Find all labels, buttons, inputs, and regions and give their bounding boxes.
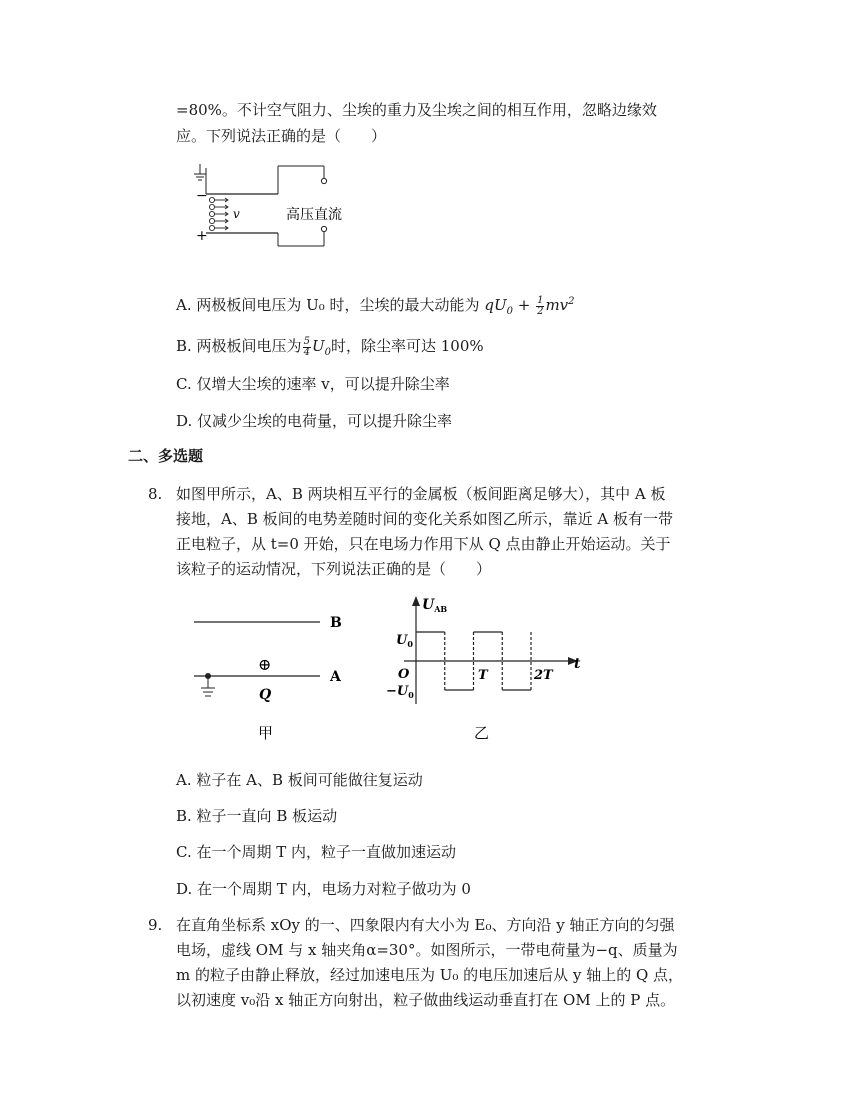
q7-option-a-formula-b: mv <box>545 296 569 314</box>
q8-caption-jia: 甲 <box>258 724 274 742</box>
q8-option-b: B. 粒子一直向 B 板运动 <box>176 807 338 825</box>
q7-minus-label: − <box>196 188 208 204</box>
q7-option-b-frac-den: 4 <box>303 346 310 358</box>
q7-option-a-prefix: A. 两极板间电压为 U₀ 时，尘埃的最大动能为 <box>176 296 480 314</box>
q8-option-a: A. 粒子在 A、B 板间可能做往复运动 <box>176 771 423 789</box>
q7-option-b-suffix: 时，除尘率可达 100% <box>330 337 484 355</box>
q8-stem-line-1: 如图甲所示，A、B 两块相互平行的金属板（板间距离足够大），其中 A 板 <box>176 485 666 503</box>
q7-option-a-fraction <box>536 296 544 317</box>
q7-option-b-sub: 0 <box>324 347 331 358</box>
q7-option-a-sup: 2 <box>568 296 575 307</box>
q8-stem-line-2: 接地，A、B 板间的电势差随时间的变化关系如图乙所示，靠近 A 板有一带 <box>176 510 673 528</box>
q7-precipitator-figure <box>190 160 370 250</box>
q7-stem-line-1: =80%。不计空气阻力、尘埃的重力及尘埃之间的相互作用，忽略边缘效 <box>176 101 657 119</box>
q8-point-q-label: Q <box>259 687 272 703</box>
q9-stem-line-2: 电场，虚线 OM 与 x 轴夹角α=30°。如图所示，一带电荷量为−q、质量为 <box>176 941 678 959</box>
q8-figure-jia <box>188 600 358 745</box>
chart-tick-u0: $U_0$ <box>396 633 413 649</box>
chart-tick-neg-u0: $-U_0$ <box>386 684 414 700</box>
chart-origin-label: O <box>398 667 410 682</box>
q8-figure-yi-chart <box>368 592 588 747</box>
chart-tick-t: T <box>478 668 488 683</box>
q7-option-a <box>176 290 575 324</box>
q7-supply-label: 高压直流 <box>286 207 342 223</box>
q8-plate-b-label: B <box>330 615 342 631</box>
q7-option-a-plus: + <box>512 296 536 314</box>
chart-y-axis-arrow <box>412 596 420 606</box>
q8-plate-a-label: A <box>330 669 341 685</box>
q7-option-a-frac-num: 1 <box>537 294 544 306</box>
q7-option-d: D. 仅减少尘埃的电荷量，可以提升除尘率 <box>176 412 453 430</box>
q8-charge-symbol: ⊕ <box>258 655 272 674</box>
q7-plus-label: + <box>196 228 208 244</box>
chart-y-axis-label: $U_{AB}$ <box>422 597 448 614</box>
q9-stem-line-1: 在直角坐标系 xOy 的一、四象限内有大小为 E₀、方向沿 y 轴正方向的匀强 <box>176 916 675 934</box>
q7-velocity-label: v <box>233 207 240 221</box>
q8-caption-yi: 乙 <box>474 724 490 742</box>
q7-option-b <box>176 334 484 365</box>
q7-option-c: C. 仅增大尘埃的速率 v，可以提升除尘率 <box>176 375 450 393</box>
q7-option-b-formula: U <box>311 337 325 355</box>
q9-stem-line-3: m 的粒子由静止释放，经过加速电压为 U₀ 的电压加速后从 y 轴上的 Q 点， <box>176 966 684 984</box>
q8-stem-line-3: 正电粒子，从 t=0 开始，只在电场力作用下从 Q 点由静止开始运动。关于 <box>176 535 671 553</box>
q9-stem-line-4: 以初速度 v₀沿 x 轴正方向射出，粒子做曲线运动垂直打在 OM 上的 P 点。 <box>176 991 676 1009</box>
q8-option-d: D. 在一个周期 T 内，电场力对粒子做功为 0 <box>176 880 471 898</box>
section-heading-multiple-choice: 二、多选题 <box>128 447 204 465</box>
q8-number: 8. <box>148 485 163 503</box>
q7-option-b-fraction <box>303 337 311 358</box>
q7-stem-line-2: 应。下列说法正确的是（ ） <box>176 127 387 145</box>
q7-option-b-frac-num: 5 <box>303 335 310 347</box>
q8-option-c: C. 在一个周期 T 内，粒子一直做加速运动 <box>176 843 457 861</box>
q7-option-a-frac-den: 2 <box>537 305 544 317</box>
q7-option-a-formula-a: qU <box>484 296 507 314</box>
q7-option-b-prefix: B. 两极板间电压为 <box>176 337 302 355</box>
q8-stem-line-4: 该粒子的运动情况，下列说法正确的是（ ） <box>176 560 492 578</box>
chart-tick-2t: 2T <box>534 668 553 683</box>
chart-x-axis-label: t <box>574 656 581 672</box>
q9-number: 9. <box>148 916 163 934</box>
q7-option-a-sub: 0 <box>506 306 513 317</box>
